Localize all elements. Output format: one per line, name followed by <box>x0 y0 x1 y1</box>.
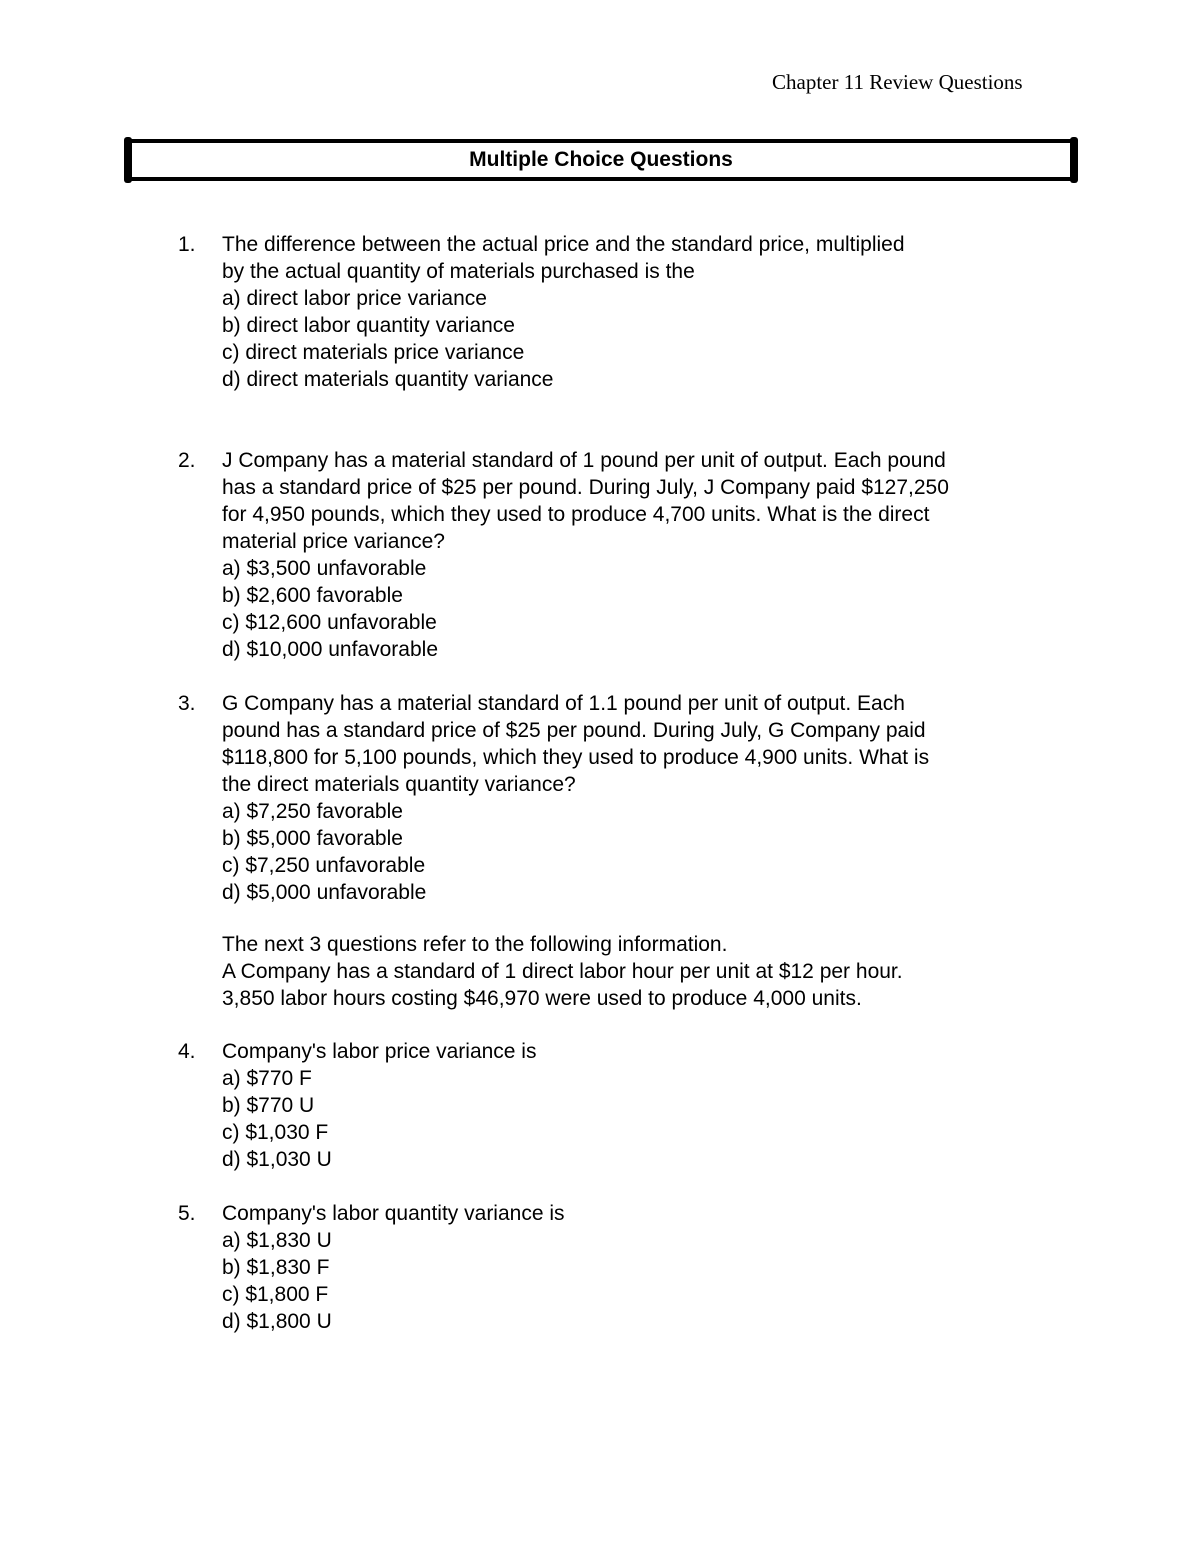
question-body <box>222 1200 1058 1335</box>
question-text-line: G Company has a material standard of 1.1 pound per unit of output. Each <box>222 692 905 715</box>
answer-option-d: d) $1,030 U <box>222 1148 332 1171</box>
question-body <box>222 1038 1058 1173</box>
answer-option-c: c) direct materials price variance <box>222 341 525 364</box>
question-body <box>222 690 1058 906</box>
shared-information <box>222 931 1058 1012</box>
question-text-line: material price variance? <box>222 530 445 553</box>
question-text-line: J Company has a material standard of 1 pound per unit of output. Each pound <box>222 449 946 472</box>
answer-option-d: d) $10,000 unfavorable <box>222 638 438 661</box>
answer-option-c: c) $1,030 F <box>222 1121 329 1144</box>
answer-option-c: c) $1,800 F <box>222 1283 329 1306</box>
question-number: 1. <box>178 233 196 256</box>
answer-option-b: b) direct labor quantity variance <box>222 314 515 337</box>
answer-option-a: a) direct labor price variance <box>222 287 487 310</box>
answer-option-b: b) $1,830 F <box>222 1256 330 1279</box>
question-text-line: Company's labor quantity variance is <box>222 1202 565 1225</box>
answer-option-b: b) $770 U <box>222 1094 315 1117</box>
question-text-line: for 4,950 pounds, which they used to produce 4,700 units. What is the direct <box>222 503 930 526</box>
answer-option-d: d) $5,000 unfavorable <box>222 881 427 904</box>
question-number: 5. <box>178 1202 196 1225</box>
question-number: 3. <box>178 692 196 715</box>
question-body <box>222 231 1058 393</box>
answer-option-c: c) $12,600 unfavorable <box>222 611 437 634</box>
question-body <box>222 447 1058 663</box>
question-text-line: the direct materials quantity variance? <box>222 773 576 796</box>
question-text-line: Company's labor price variance is <box>222 1040 537 1063</box>
answer-option-a: a) $1,830 U <box>222 1229 332 1252</box>
section-title: Multiple Choice Questions <box>469 148 733 171</box>
answer-option-a: a) $3,500 unfavorable <box>222 557 427 580</box>
answer-option-d: d) $1,800 U <box>222 1310 332 1333</box>
info-line: The next 3 questions refer to the following information. <box>222 933 728 956</box>
info-line: 3,850 labor hours costing $46,970 were used to produce 4,000 units. <box>222 987 862 1010</box>
answer-option-b: b) $5,000 favorable <box>222 827 403 850</box>
question-text-line: $118,800 for 5,100 pounds, which they used to produce 4,900 units. What is <box>222 746 930 769</box>
answer-option-d: d) direct materials quantity variance <box>222 368 554 391</box>
question-text-line: pound has a standard price of $25 per pound. During July, G Company paid <box>222 719 926 742</box>
answer-option-b: b) $2,600 favorable <box>222 584 403 607</box>
question-text-line: has a standard price of $25 per pound. During July, J Company paid $127,250 <box>222 476 949 499</box>
question-text-line: The difference between the actual price and the standard price, multiplied <box>222 233 905 256</box>
info-line: A Company has a standard of 1 direct labor hour per unit at $12 per hour. <box>222 960 903 983</box>
page-header: Chapter 11 Review Questions <box>772 70 1023 94</box>
question-text-line: by the actual quantity of materials purchased is the <box>222 260 695 283</box>
question-number: 4. <box>178 1040 196 1063</box>
answer-option-a: a) $770 F <box>222 1067 312 1090</box>
answer-option-c: c) $7,250 unfavorable <box>222 854 426 877</box>
section-title-box <box>126 139 1076 181</box>
question-number: 2. <box>178 449 196 472</box>
answer-option-a: a) $7,250 favorable <box>222 800 403 823</box>
